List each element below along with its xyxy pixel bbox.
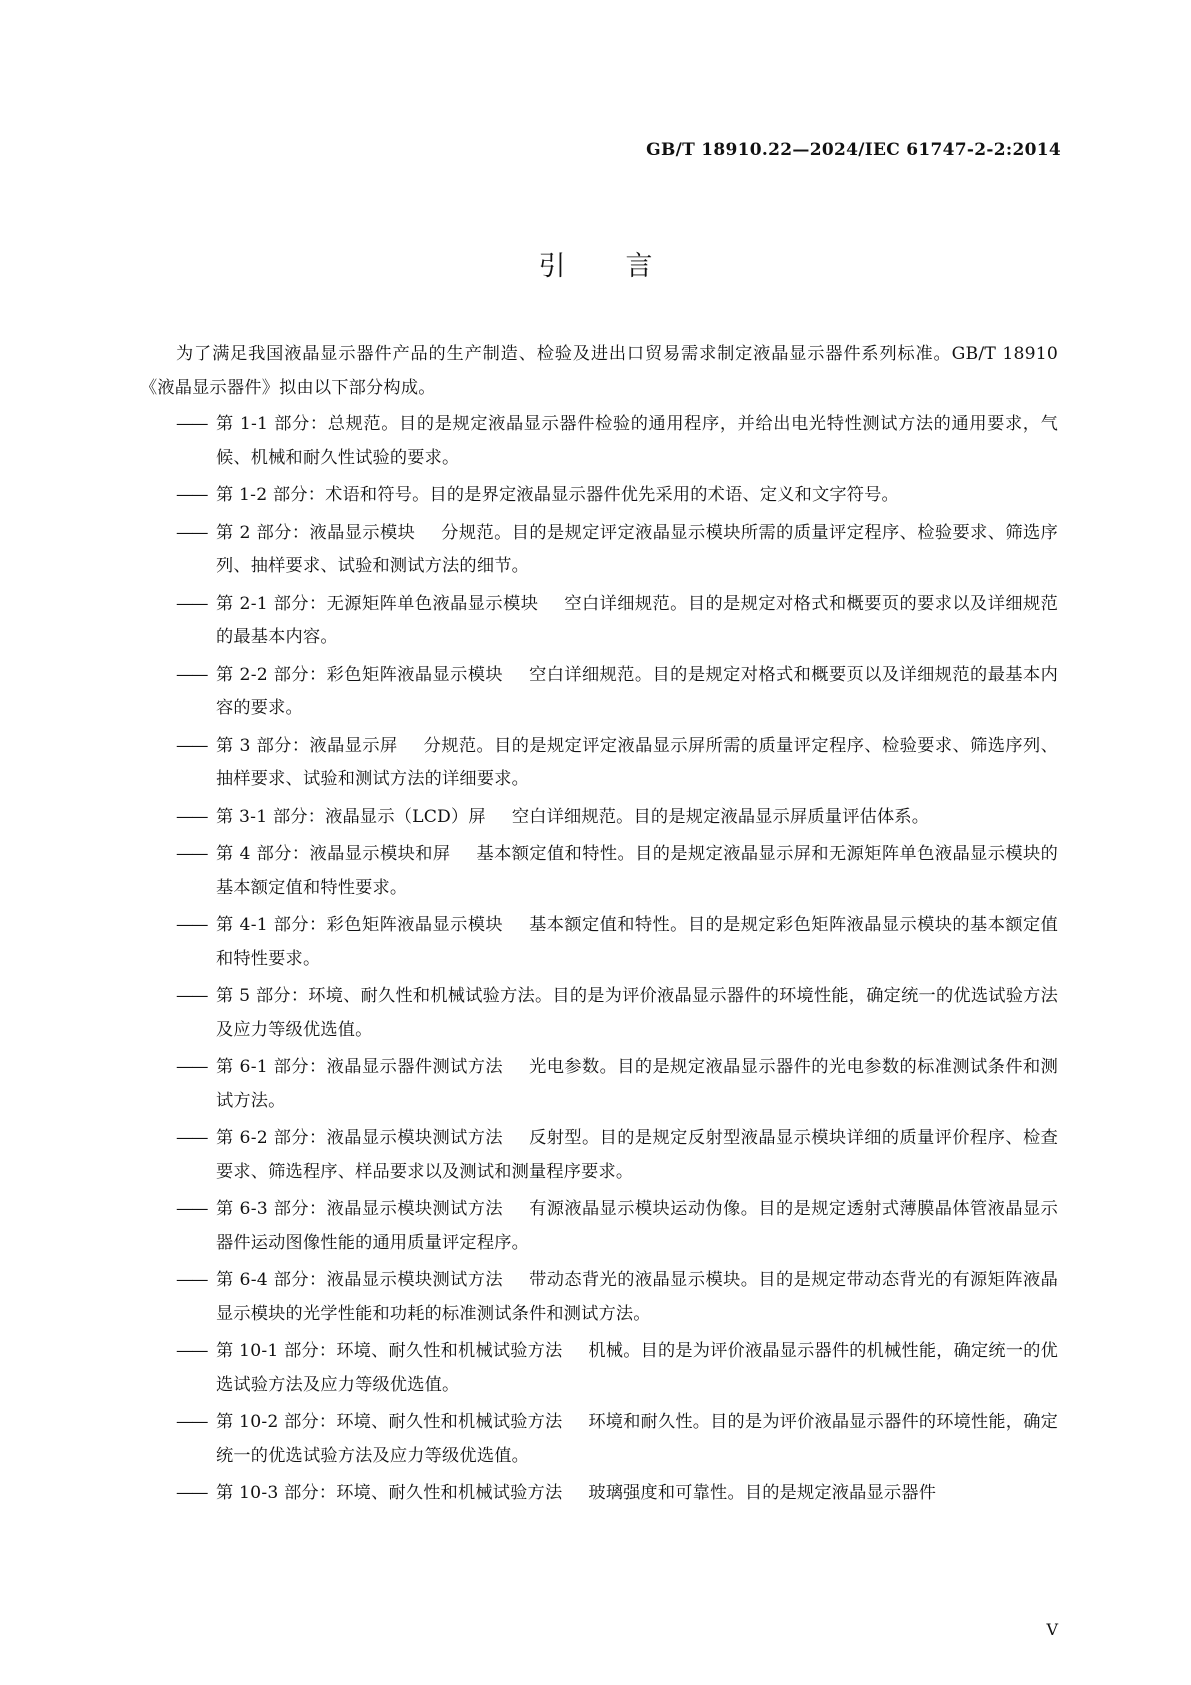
part-purpose: 目的是规定液晶显示屏质量评估体系。 bbox=[633, 806, 930, 827]
list-dash: —— bbox=[176, 844, 207, 864]
list-dash: —— bbox=[176, 522, 207, 543]
list-item-text bbox=[216, 980, 1058, 1047]
part-purpose: 目的是规定评定液晶显示屏所需的质量评定程序、检验要求、筛选序列、抽样要求、试验和测试方法的详细要求。 bbox=[216, 735, 1058, 789]
list-item bbox=[140, 838, 1058, 905]
list-dash: —— bbox=[176, 1341, 207, 1361]
part-subtitle: 玻璃强度和可靠性。 bbox=[588, 1483, 745, 1503]
list-dash: —— bbox=[176, 1270, 207, 1290]
part-name: 第 2-1 部分：无源矩阵单色液晶显示模块 bbox=[216, 593, 539, 614]
standard-number-header: GB/T 18910.22—2024/IEC 61747-2-2:2014 bbox=[646, 140, 1061, 160]
list-dash: —— bbox=[176, 1057, 207, 1077]
list-dash: —— bbox=[176, 1128, 207, 1148]
part-purpose: 目的是为评价液晶显示器件的环境性能，确定统一的优选试验方法及应力等级优选值。 bbox=[216, 986, 1058, 1040]
part-purpose: 目的是为评价液晶显示器件的环境性能，确定统一的优选试验方法及应力等级优选值。 bbox=[216, 1412, 1058, 1466]
list-dash: —— bbox=[176, 664, 207, 685]
list-item bbox=[140, 980, 1058, 1047]
list-dash: —— bbox=[176, 1412, 207, 1432]
part-purpose: 目的是规定对格式和概要页的要求以及详细规范的最基本内容。 bbox=[216, 593, 1059, 647]
part-purpose: 目的是规定彩色矩阵液晶显示模块的基本额定值和特性要求。 bbox=[216, 915, 1059, 969]
part-purpose: 目的是规定带动态背光的有源矩阵液晶显示模块的光学性能和功耗的标准测试条件和测试方法。 bbox=[216, 1270, 1058, 1324]
part-subtitle: 机械。 bbox=[588, 1341, 641, 1361]
list-item bbox=[140, 588, 1058, 655]
list-item bbox=[140, 909, 1058, 976]
part-purpose: 目的是为评价液晶显示器件的机械性能，确定统一的优选试验方法及应力等级优选值。 bbox=[216, 1341, 1058, 1395]
list-item-text bbox=[216, 1264, 1058, 1331]
part-purpose: 目的是规定液晶显示器件的光电参数的标准测试条件和测试方法。 bbox=[216, 1057, 1058, 1111]
part-subtitle: 反射型。 bbox=[529, 1128, 600, 1148]
list-item bbox=[140, 1193, 1058, 1260]
part-purpose: 目的是规定液晶显示器件 bbox=[744, 1483, 937, 1503]
part-subtitle: 空白详细规范。 bbox=[511, 806, 634, 827]
list-dash: —— bbox=[176, 593, 207, 614]
part-subtitle: 环境和耐久性。 bbox=[588, 1412, 711, 1432]
part-subtitle: 分规范。 bbox=[441, 522, 512, 543]
part-purpose: 目的是规定反射型液晶显示模块详细的质量评价程序、检查要求、筛选程序、样品要求以及测试和测量程序要求。 bbox=[216, 1128, 1058, 1182]
list-dash: —— bbox=[176, 414, 207, 434]
list-item bbox=[140, 479, 1058, 513]
list-item-text bbox=[216, 1051, 1058, 1118]
part-name: 第 5 部分：环境、耐久性和机械试验方法。 bbox=[216, 986, 553, 1006]
list-item-text bbox=[216, 1335, 1058, 1402]
part-name: 第 4-1 部分：彩色矩阵液晶显示模块 bbox=[216, 915, 504, 935]
part-name: 第 6-4 部分：液晶显示模块测试方法 bbox=[216, 1270, 504, 1290]
list-item bbox=[140, 517, 1058, 584]
list-item bbox=[140, 659, 1058, 726]
part-subtitle: 有源液晶显示模块运动伪像。 bbox=[529, 1199, 759, 1219]
page-title bbox=[0, 244, 1191, 283]
part-subtitle: 基本额定值和特性。 bbox=[476, 844, 636, 864]
list-item bbox=[140, 1264, 1058, 1331]
list-item bbox=[140, 730, 1058, 797]
list-dash: —— bbox=[176, 735, 207, 756]
list-item-text bbox=[216, 1477, 1058, 1511]
part-name: 第 10-1 部分：环境、耐久性和机械试验方法 bbox=[216, 1341, 563, 1361]
part-purpose: 目的是规定透射式薄膜晶体管液晶显示器件运动图像性能的通用质量评定程序。 bbox=[216, 1199, 1058, 1253]
part-subtitle: 空白详细规范。 bbox=[564, 593, 688, 614]
list-item-text bbox=[216, 838, 1058, 905]
list-item-text bbox=[216, 1406, 1058, 1473]
part-name: 第 10-2 部分：环境、耐久性和机械试验方法 bbox=[216, 1412, 563, 1432]
list-dash: —— bbox=[176, 1199, 207, 1219]
list-item bbox=[140, 801, 1058, 835]
list-item-text bbox=[216, 517, 1058, 584]
list-dash: —— bbox=[176, 806, 207, 827]
intro-paragraph: 为了满足我国液晶显示器件产品的生产制造、检验及进出口贸易需求制定液晶显示器件系列标准。GB/T 18910《液晶显示器件》拟由以下部分构成。 bbox=[140, 344, 1058, 398]
parts-list bbox=[140, 408, 1058, 1511]
part-purpose: 目的是规定液晶显示器件检验的通用程序，并给出电光特性测试方法的通用要求，气候、机械和耐久性试验的要求。 bbox=[216, 414, 1058, 468]
part-subtitle: 光电参数。 bbox=[529, 1057, 618, 1077]
part-name: 第 3 部分：液晶显示屏 bbox=[216, 735, 398, 756]
list-item-text bbox=[216, 801, 1058, 835]
page-title-text: 引言 bbox=[538, 251, 713, 282]
list-item bbox=[140, 1335, 1058, 1402]
part-name: 第 6-3 部分：液晶显示模块测试方法 bbox=[216, 1199, 504, 1219]
part-name: 第 6-2 部分：液晶显示模块测试方法 bbox=[216, 1128, 504, 1148]
list-item bbox=[140, 1051, 1058, 1118]
part-purpose: 目的是规定评定液晶显示模块所需的质量评定程序、检验要求、筛选序列、抽样要求、试验和测试方法的细节。 bbox=[216, 522, 1058, 576]
list-item-text bbox=[216, 730, 1058, 797]
part-name: 第 1-1 部分：总规范。 bbox=[216, 414, 400, 434]
part-subtitle: 分规范。 bbox=[423, 735, 495, 756]
list-item-text bbox=[216, 1193, 1058, 1260]
list-item-text bbox=[216, 588, 1058, 655]
document-body bbox=[140, 338, 1058, 1515]
list-item bbox=[140, 1406, 1058, 1473]
list-item-text bbox=[216, 408, 1058, 475]
part-name: 第 2 部分：液晶显示模块 bbox=[216, 522, 416, 543]
part-name: 第 1-2 部分：术语和符号。 bbox=[216, 485, 430, 505]
list-item-text bbox=[216, 479, 1058, 513]
list-dash: —— bbox=[176, 915, 207, 935]
part-purpose: 目的是规定对格式和概要页以及详细规范的最基本内容的要求。 bbox=[216, 664, 1058, 718]
part-name: 第 4 部分：液晶显示模块和屏 bbox=[216, 844, 451, 864]
list-item bbox=[140, 1477, 1058, 1511]
part-name: 第 10-3 部分：环境、耐久性和机械试验方法 bbox=[216, 1483, 563, 1503]
list-item-text bbox=[216, 1122, 1058, 1189]
part-subtitle: 基本额定值和特性。 bbox=[529, 915, 688, 935]
list-dash: —— bbox=[176, 986, 207, 1006]
list-item-text bbox=[216, 659, 1058, 726]
part-subtitle: 带动态背光的液晶显示模块。 bbox=[529, 1270, 759, 1290]
list-dash: —— bbox=[176, 1483, 207, 1503]
part-subtitle: 空白详细规范。 bbox=[529, 664, 653, 685]
part-purpose: 目的是界定液晶显示器件优先采用的术语、定义和文字符号。 bbox=[429, 485, 899, 505]
page-number: V bbox=[1046, 1620, 1058, 1639]
part-name: 第 3-1 部分：液晶显示（LCD）屏 bbox=[216, 806, 486, 827]
list-item-text bbox=[216, 909, 1058, 976]
list-dash: —— bbox=[176, 485, 207, 505]
list-item bbox=[140, 408, 1058, 475]
part-name: 第 2-2 部分：彩色矩阵液晶显示模块 bbox=[216, 664, 504, 685]
list-item bbox=[140, 1122, 1058, 1189]
part-name: 第 6-1 部分：液晶显示器件测试方法 bbox=[216, 1057, 504, 1077]
part-purpose: 目的是规定液晶显示屏和无源矩阵单色液晶显示模块的基本额定值和特性要求。 bbox=[216, 844, 1058, 898]
